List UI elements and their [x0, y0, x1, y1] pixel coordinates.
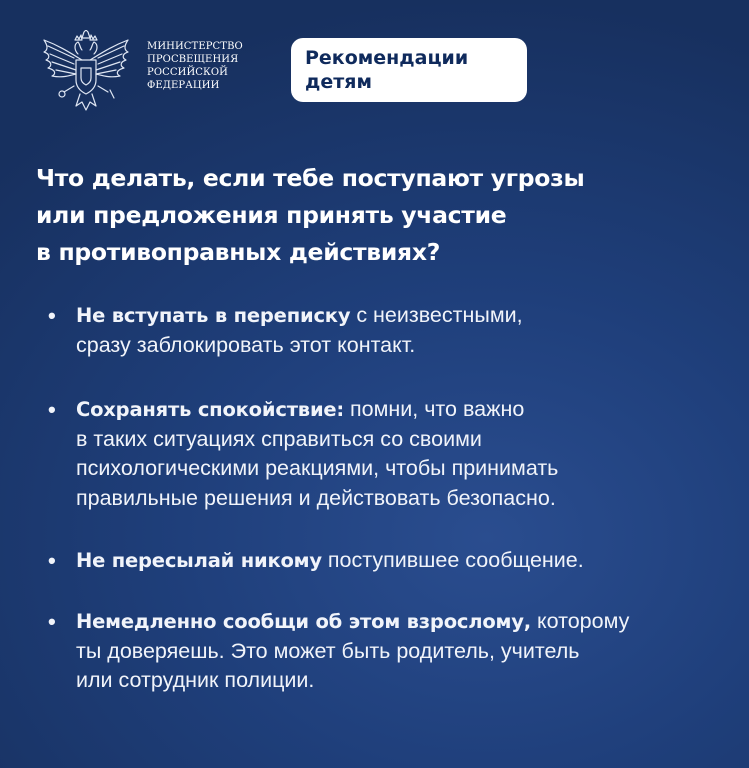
item-bold-text: Немедленно сообщи об этом взрослому, — [76, 610, 531, 633]
ministry-name-line: РОССИЙСКОЙ — [147, 67, 228, 78]
ministry-name-line: ПРОСВЕЩЕНИЯ — [147, 54, 239, 65]
bullet-icon: • — [48, 303, 56, 328]
ministry-name-line: ФЕДЕРАЦИИ — [147, 80, 220, 91]
item-bold-text: Не вступать в переписку — [76, 304, 351, 327]
recommendations-badge — [291, 38, 527, 102]
bullet-icon: • — [48, 609, 56, 634]
item-bold-text: Сохранять спокойствие: — [76, 398, 345, 421]
item-first-line — [76, 546, 736, 576]
item-text: которому — [530, 609, 630, 633]
item-first-line — [76, 301, 736, 331]
page-title-line: в противоправных действиях? — [36, 238, 441, 266]
item-text: помни, что важно — [344, 397, 525, 421]
bullet-icon: • — [48, 548, 56, 573]
item-first-line — [76, 607, 736, 637]
item-text: поступившее сообщение. — [321, 548, 584, 572]
item-bold-text: Не пересылай никому — [76, 549, 322, 572]
ministry-name-line: МИНИСТЕРСТВО — [147, 41, 243, 52]
page-title — [36, 160, 726, 271]
double-headed-eagle-emblem-icon — [34, 30, 138, 112]
item-line: в таких ситуациях справиться со своими — [76, 426, 482, 451]
item-line: ты доверяешь. Это может быть родитель, учитель — [76, 638, 580, 663]
item-line: или сотрудник полиции. — [76, 668, 315, 692]
item-line: правильные решения и действовать безопасно. — [76, 485, 556, 510]
bullet-icon: • — [48, 397, 56, 422]
item-text: с неизвестными, — [350, 303, 523, 327]
item-first-line — [76, 395, 736, 425]
ministry-name — [147, 40, 277, 92]
badge-line: детям — [305, 71, 372, 93]
item-line: сразу заблокировать этот контакт. — [76, 332, 416, 357]
page-title-line: Что делать, если тебе поступают угрозы — [36, 164, 585, 192]
badge-line: Рекомендации — [305, 47, 469, 69]
page-title-line: или предложения принять участие — [36, 201, 507, 229]
item-line: психологическими реакциями, чтобы принимать — [76, 456, 559, 480]
